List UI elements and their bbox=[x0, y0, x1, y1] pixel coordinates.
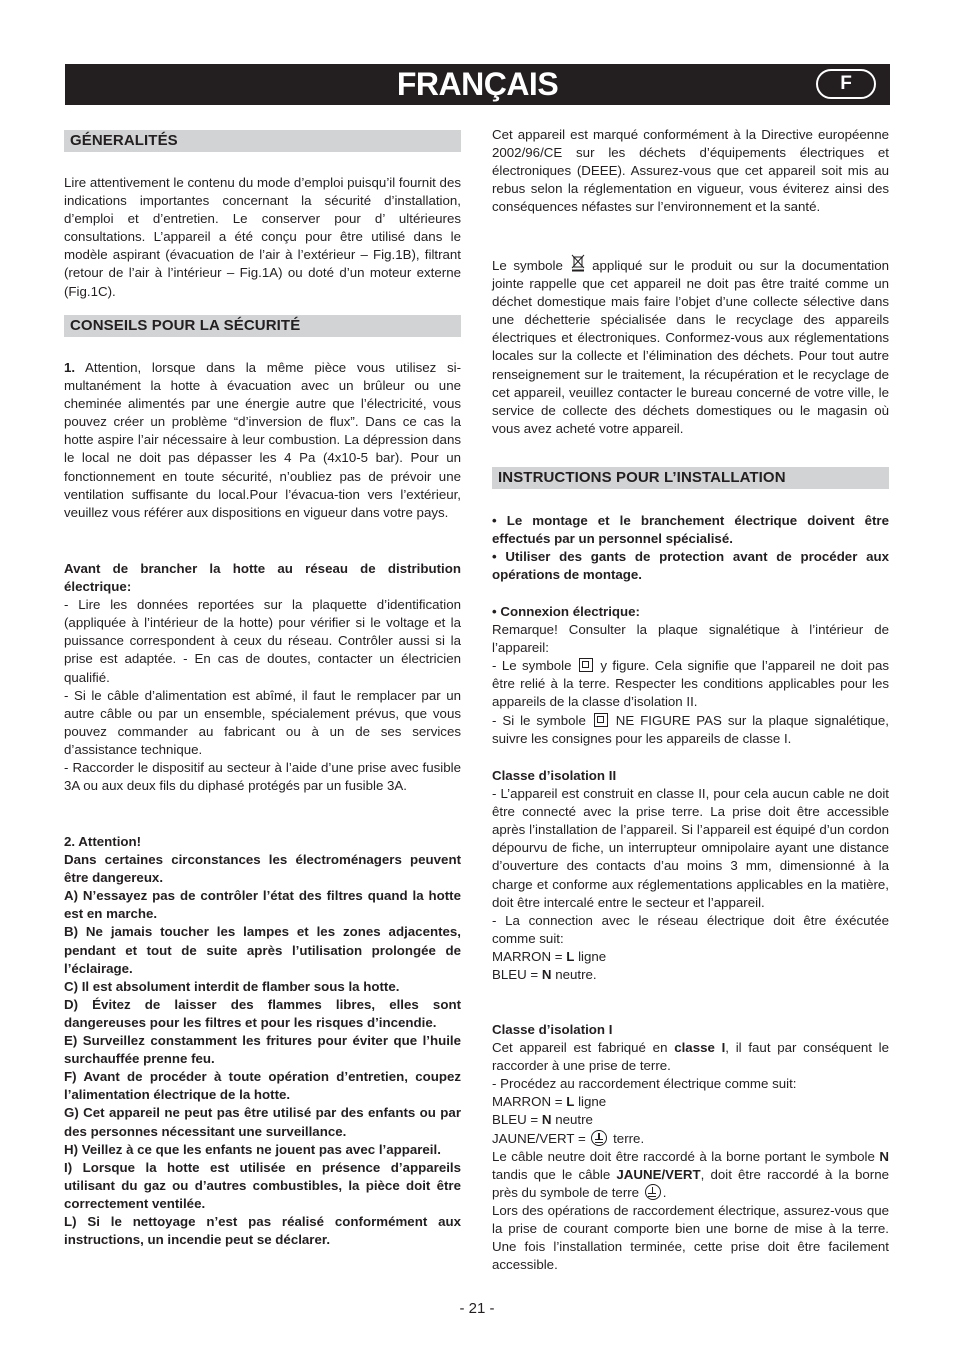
c1-p1-b: classe I bbox=[674, 1040, 726, 1056]
conn-p3-b: NE FIGURE PAS sur la plaque signalétique, suivre les consignes pour les appareils de classe I. bbox=[492, 712, 890, 746]
install-bullet-2: • Utiliser des gants de protection avant de procéder aux opérations de montage. bbox=[492, 549, 889, 583]
c1-p3-b: tandis que le câble bbox=[492, 1166, 617, 1182]
class2-p1: - L’appareil est construit en classe II, pour cela aucun cable ne doit être connecté avec la prise terre. La prise doit être accessible après l’installation de l’appareil. Si l’appareil est équipé d’un cordon dépourvu de fiche, un interrupteur omnipolaire ayant une distance d’ouverture des contacts d’au moins 3 mm, dimensionné à la charge et conforme aux réglementations applicables en la matière, doit être intercalé entre le secteur et l’appareil. bbox=[492, 786, 889, 910]
before-connect-p1: - Lire les données reportées sur la plaquette d’identification (appliquée à l’intérieur de la hotte) pour vérifier si le voltage et la puissance correspondent à ceux du réseau. Contrôler aussi si la prise est adaptée. - En cas de doutes, contacter un électricien qualifié. bbox=[64, 597, 461, 685]
conn-p2-a: - Le symbole bbox=[492, 658, 577, 674]
bleu-label: BLEU = bbox=[492, 1112, 542, 1128]
attention-item-d: D) Évitez de laisser des flammes libres, elles sont dangereuses pour les filtres et pour les risques d’incendie. bbox=[64, 996, 461, 1030]
connexion-class2-note bbox=[492, 657, 889, 711]
class2-block bbox=[492, 767, 889, 984]
attention-item-c: C) Il est absolument interdit de flamber sous la hotte. bbox=[64, 978, 400, 994]
terre-label: terre. bbox=[609, 1130, 645, 1146]
class1-bleu bbox=[492, 1111, 889, 1129]
c1-p3-d: . bbox=[662, 1184, 667, 1200]
page-number: - 21 - bbox=[459, 1300, 495, 1317]
class1-p3 bbox=[492, 1148, 889, 1202]
n-symbol: N bbox=[879, 1148, 889, 1164]
ligne-label: ligne bbox=[574, 1094, 607, 1110]
attention-item-f: F) Avant de procéder à toute opération d’entretien, coupez l’alimentation électrique de la hotte. bbox=[64, 1069, 461, 1103]
jaune-label: JAUNE/VERT = bbox=[492, 1130, 590, 1146]
attention-block bbox=[64, 833, 461, 1249]
n-symbol: N bbox=[541, 1112, 552, 1128]
l-symbol: L bbox=[566, 1094, 575, 1110]
c1-p1-c: , il faut par conséquent le raccorder à une prise de terre. bbox=[492, 1040, 890, 1074]
earth-icon bbox=[645, 1184, 661, 1200]
attention-item-a: A) N’essayez pas de contrôler l’état des filtres quand la hotte est en marche. bbox=[64, 888, 461, 922]
deee-text-a: Le symbole bbox=[492, 258, 570, 273]
heading-installation: INSTRUCTIONS POUR L’INSTALLATION bbox=[492, 467, 889, 489]
attention-item-l: L) Si le nettoyage n’est pas réalisé conformément aux instructions, un incendie peut se déclarer. bbox=[64, 1213, 461, 1248]
before-connect-block bbox=[64, 560, 461, 795]
conn-p2-b: y figure. Cela signifie que l’appareil ne doit pas être relié à la terre. Respecter les conditions applicables pour les appareils de la classe d’isolation II. bbox=[492, 658, 889, 710]
attention-intro: Dans certaines circonstances les électroménagers peuvent être dangereux. bbox=[64, 852, 461, 886]
attention-item-e: E) Surveillez constamment les fritures pour éviter que l’huile surchauffée prenne feu. bbox=[64, 1033, 461, 1067]
deee-paragraph: Cet appareil est marqué conformément à la Directive européenne 2002/96/CE sur les déchets d’équipements électriques et électroniques (DEEE). Assurez-vous que cet appareil soit mis au rebus selon la réglementation en vigueur, vous éviterez ainsi des conséquences néfastes sur l’environnement et la santé. bbox=[492, 127, 889, 215]
bleu-label: BLEU = bbox=[492, 967, 542, 983]
heading-generalites: GÉNERALITÉS bbox=[64, 130, 461, 152]
class2-marron bbox=[492, 948, 889, 966]
jaune-vert-label: JAUNE/VERT bbox=[616, 1166, 701, 1182]
c1-p1-a: Cet appareil est fabriqué en bbox=[492, 1040, 675, 1056]
before-connect-p2: - Si le câble d’alimentation est abîmé, il faut le remplacer par un autre câble ou par un ensemble, spécialement prévus, que vous pouvez commander au fabricant ou à un de ses services d’assistance technique. bbox=[64, 687, 461, 757]
before-connect-p3: - Raccorder le dispositif au secteur à l’aide d’une prise avec fusible 3A ou aux deux fils du diphasé protégés par un fusible 3A. bbox=[64, 760, 461, 794]
safety-item-1-text: Attention, lorsque dans la même pièce vous utilisez si-multanément la hotte à évacuation avec un brûleur ou une cheminée alimentés par une énergie autre que l’électricité, vous pouvez créer un problème “d’inversion de flux”. Dans ce cas la hotte aspire l’air nécessaire à leur combustion. La dépression dans le local ne doit pas dépasser les 4 Pa (4x10-5 bar). Pour un fonctionnement en toute sécurité, n’oubliez pas de prévoir une ventilation suffisante du local.Pour l’évacua-tion vers l’extérieur, veuillez vous référer aux dispositions en vigueur dans votre pays. bbox=[64, 360, 461, 520]
conn-p3-a: - Si le symbole bbox=[492, 712, 592, 728]
connexion-remark: Remarque! Consulter la plaque signalétique à l’intérieur de l’appareil: bbox=[492, 622, 889, 656]
connexion-class1-note bbox=[492, 712, 889, 748]
safety-item-1-number: 1. bbox=[64, 360, 76, 375]
double-insulation-icon bbox=[579, 658, 593, 672]
attention-item-i: I) Lorsque la hotte est utilisée en présence d’appareils utilisant du gaz ou d’autres combustibles, la pièce doit être correctement ventilée. bbox=[64, 1159, 461, 1211]
class1-block bbox=[492, 1021, 889, 1274]
marron-label: MARRON = bbox=[492, 948, 567, 964]
class1-p4: Lors des opérations de raccordement électrique, assurez-vous que la prise de courant comporte bien une borne de mise à la terre. Une fois l’installation terminée, cette prise doit être facilement accessible. bbox=[492, 1202, 889, 1273]
n-symbol: N bbox=[541, 967, 552, 983]
connexion-block bbox=[492, 603, 889, 748]
l-symbol: L bbox=[566, 948, 575, 964]
deee-text-b: appliqué sur le produit ou sur la documentation jointe rappelle que cet appareil ne doit pas être traité comme un déchet domestique mais faire l’objet d’une collecte sélective dans une déchetterie spécialisée dans le recyclage des appareils électriques et électroniques. Conformez-vous aux réglementations locales sur la collecte et l’élimination des déchets. Pour tout autre renseignement sur le traitement, la récupération et le recyclage de cet appareil, veuillez contacter le bureau concerné de votre ville, le service de collecte des déchets domestiques ou le magasin où vous avez acheté votre appareil. bbox=[492, 258, 889, 436]
install-bullet-1: • Le montage et le branchement électrique doivent être effectués par un personnel spécialisé. bbox=[492, 513, 889, 547]
double-insulation-icon bbox=[594, 713, 608, 727]
class2-title: Classe d’isolation II bbox=[492, 768, 617, 783]
class2-p2: - La connection avec le réseau électrique doit être éxécutée comme suit: bbox=[492, 912, 889, 946]
neutre-label: neutre bbox=[551, 1112, 593, 1128]
c1-p3-a: Le câble neutre doit être raccordé à la borne portant le symbole bbox=[492, 1148, 880, 1164]
connexion-title: • Connexion électrique: bbox=[492, 604, 640, 619]
deee-symbol-paragraph bbox=[492, 254, 889, 438]
neutre-label: neutre. bbox=[551, 967, 597, 983]
attention-item-b: B) Ne jamais toucher les lampes et les zones adjacentes, pendant et tout de suite après l’utilisation prolongée de l’éclairage. bbox=[64, 924, 461, 976]
safety-item-1 bbox=[64, 359, 461, 522]
c1-p3-c: , doit être raccordé à la borne près du symbole de terre bbox=[492, 1166, 889, 1200]
crossed-bin-icon bbox=[571, 254, 585, 272]
class2-bleu bbox=[492, 966, 889, 984]
language-banner bbox=[65, 64, 890, 105]
language-badge: F bbox=[816, 69, 876, 99]
before-connect-title: Avant de brancher la hotte au réseau de distribution électrique: bbox=[64, 561, 461, 595]
installation-bullets bbox=[492, 512, 889, 584]
class1-jaune bbox=[492, 1130, 889, 1148]
attention-item-g: G) Cet appareil ne peut pas être utilisé par des enfants ou par des personnes nécessitant une surveillance. bbox=[64, 1105, 461, 1139]
attention-item-h: H) Veillez à ce que les enfants ne jouent pas avec l’appareil. bbox=[64, 1141, 441, 1157]
generalites-text: Lire attentivement le contenu du mode d’emploi puisqu’il fournit des indications importantes concernant la sécurité d’installation, d’emploi et d’entretien. Le conserver pour d’ ultérieures consultations. L’appareil a été conçu pour être utilisé dans le modèle aspirant (évacuation de l’air à l’extérieur – Fig.1B), filtrant (retour de l’air à l’intérieur – Fig.1A) ou doté d’un moteur externe (Fig.1C). bbox=[64, 175, 461, 299]
class1-marron bbox=[492, 1093, 889, 1111]
class1-p2: - Procédez au raccordement électrique comme suit: bbox=[492, 1076, 797, 1092]
ligne-label: ligne bbox=[574, 948, 607, 964]
class1-title: Classe d’isolation I bbox=[492, 1022, 613, 1037]
marron-label: MARRON = bbox=[492, 1094, 567, 1110]
class1-p1 bbox=[492, 1039, 889, 1075]
earth-icon bbox=[591, 1130, 607, 1146]
attention-title: 2. Attention! bbox=[64, 834, 142, 849]
page-title: FRANÇAIS bbox=[396, 66, 559, 102]
heading-securite: CONSEILS POUR LA SÉCURITÉ bbox=[64, 315, 461, 337]
